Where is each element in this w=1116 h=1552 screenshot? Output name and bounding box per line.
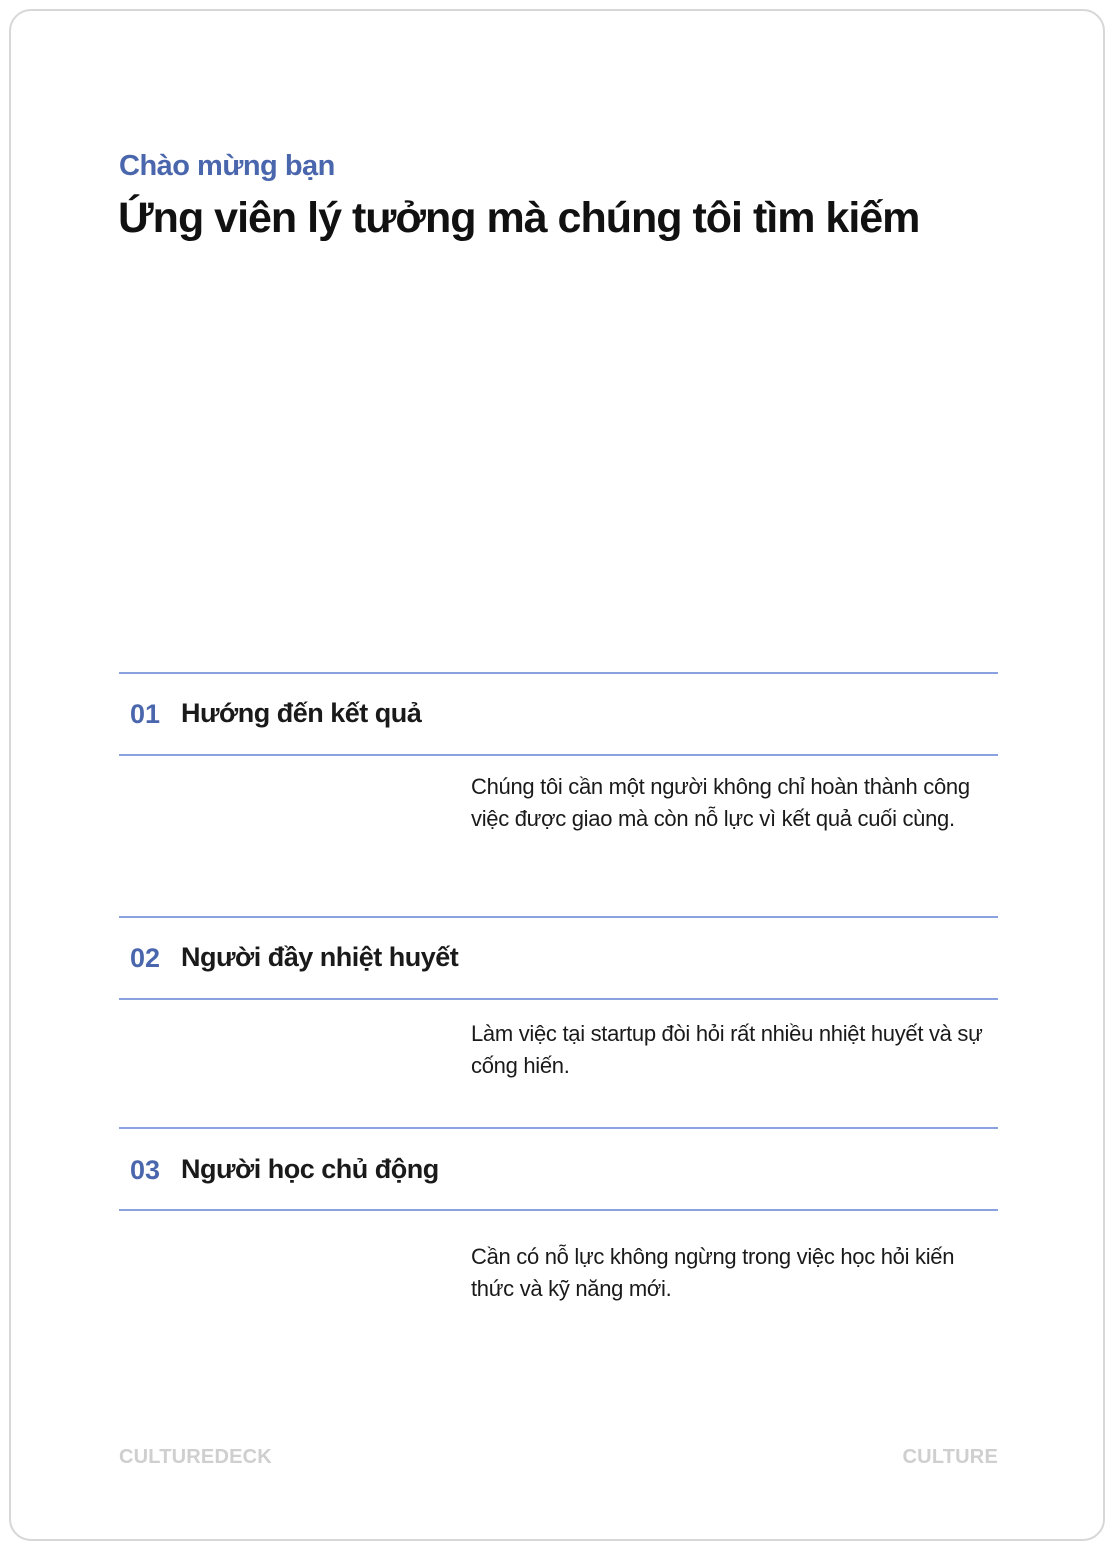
item-title-1: Hướng đến kết quả [181, 698, 422, 728]
item-description-3: Cần có nỗ lực không ngừng trong việc học hỏi kiến thức và kỹ năng mới. [471, 1244, 955, 1301]
item-description-2: Làm việc tại startup đòi hỏi rất nhiều nhiệt huyết và sự cống hiến. [471, 1021, 983, 1078]
page-title: Ứng viên lý tưởng mà chúng tôi tìm kiếm [118, 194, 920, 242]
footer-brand: CULTUREDECK [119, 1446, 272, 1468]
divider-top-3 [119, 1127, 998, 1129]
divider-top-2 [119, 916, 998, 918]
item-title-2: Người đầy nhiệt huyết [181, 942, 459, 972]
section-subtitle: Chào mừng bạn [119, 150, 335, 182]
footer-section-label: CULTURE [902, 1446, 998, 1468]
item-number-1: 01 [130, 699, 161, 729]
item-number-3: 03 [130, 1155, 161, 1185]
divider-top-1 [119, 672, 998, 674]
item-title-3: Người học chủ động [181, 1154, 439, 1184]
item-description-1: Chúng tôi cần một người không chỉ hoàn thành công việc được giao mà còn nỗ lực vì kết quả cuối cùng. [471, 774, 970, 831]
divider-bottom-3 [119, 1209, 998, 1211]
item-number-2: 02 [130, 943, 161, 973]
divider-bottom-1 [119, 754, 998, 756]
divider-bottom-2 [119, 998, 998, 1000]
